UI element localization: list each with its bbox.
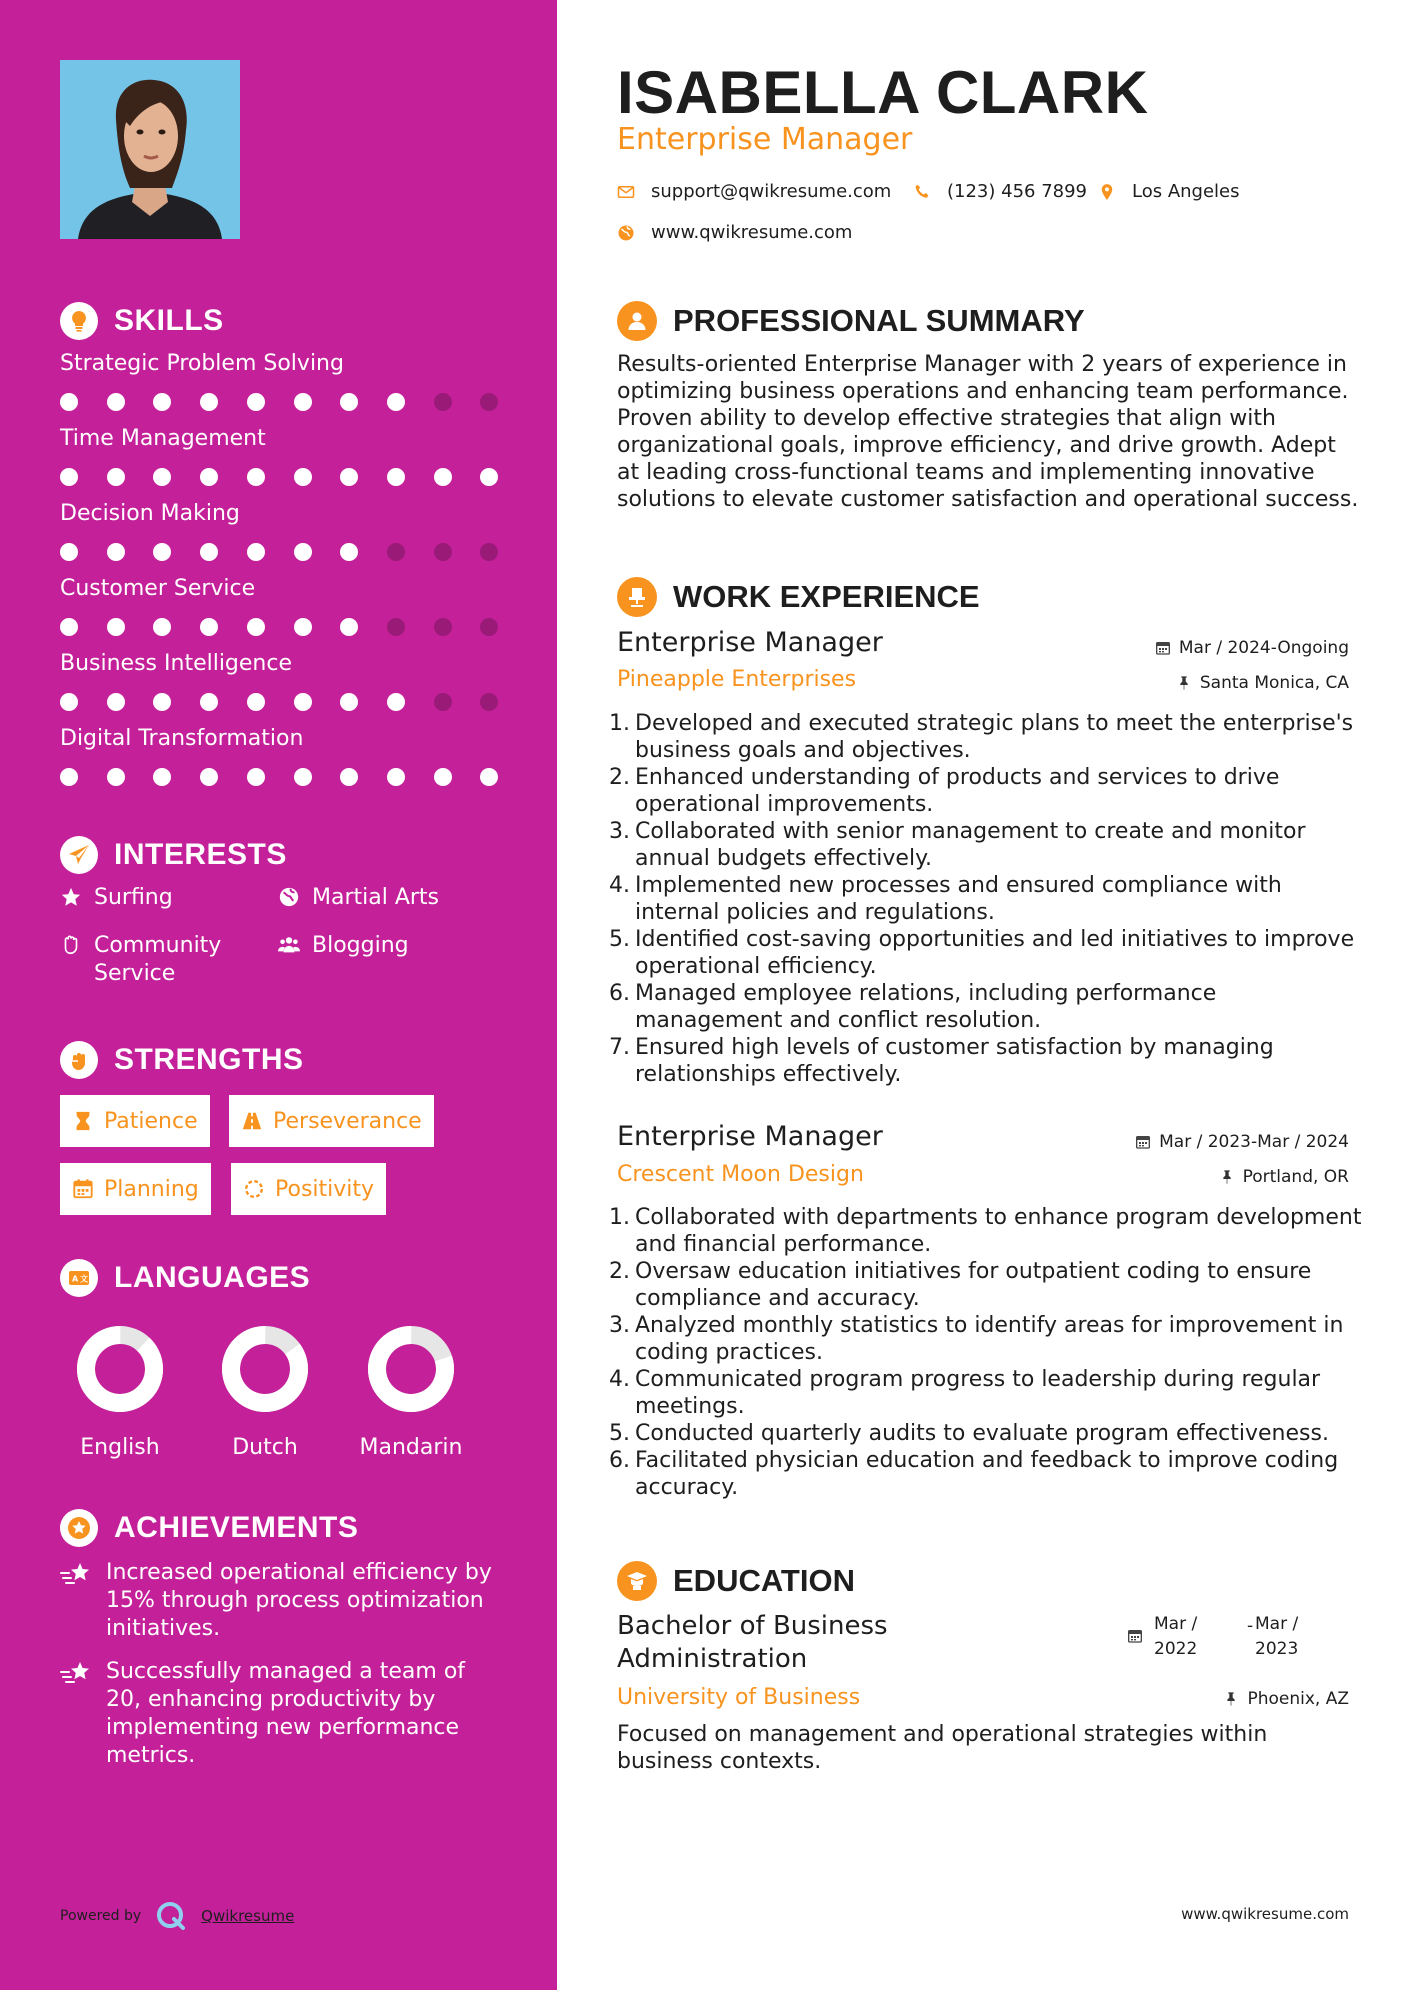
map-pin-icon [1098,183,1116,201]
language-name: English [80,1435,160,1460]
globe-icon [617,224,635,242]
skill-label: Time Management [60,426,266,451]
language-item [200,1325,330,1460]
strength-tag [60,1095,210,1147]
skill-dot-filled [247,543,265,561]
skill-dot-filled [107,543,125,561]
contact-location [1098,181,1240,202]
skill-dot-filled [434,468,452,486]
responsibility-item: Collaborated with departments to enhance program development and financial performance. [635,1205,1362,1257]
skill-dot-filled [387,693,405,711]
strength-tag [231,1163,386,1215]
skill-dot-filled [387,768,405,786]
job-responsibilities [617,710,1362,1088]
education-end-year: 2023 [1255,1639,1299,1659]
strength-label: Planning [104,1176,199,1202]
education-location-text: Phoenix, AZ [1247,1689,1349,1709]
interest-item [60,932,260,988]
skill-dot-filled [107,393,125,411]
skill-dot-filled [247,618,265,636]
skill-label: Strategic Problem Solving [60,351,344,376]
skill-dot-filled [200,393,218,411]
calendar-icon [72,1178,94,1200]
hand-icon [60,934,82,956]
skill-dot-filled [60,468,78,486]
skill-dot-filled [294,393,312,411]
responsibility-item: Conducted quarterly audits to evaluate program effectiveness. [635,1421,1329,1446]
skill-rating [60,468,500,488]
skill-dot-filled [200,693,218,711]
achievement-text: Increased operational efficiency by 15% through process optimization initiatives. [106,1560,492,1641]
powered-by-text: Powered by [60,1908,142,1924]
languages-title: LANGUAGES [114,1261,311,1294]
skill-rating [60,693,500,713]
skill-dot-filled [294,468,312,486]
skill-dot-filled [200,618,218,636]
skill-dot-filled [340,393,358,411]
skill-dot-filled [153,393,171,411]
skill-dot-filled [60,618,78,636]
skill-label: Business Intelligence [60,651,293,676]
education-date-separator: - [1247,1616,1254,1636]
star-badge-icon [60,1509,98,1547]
skill-dot-filled [340,618,358,636]
education-school: University of Business [617,1685,861,1710]
summary-title: PROFESSIONAL SUMMARY [673,303,1085,338]
calendar-icon [1155,640,1171,656]
interest-item [60,884,173,912]
interest-item [278,932,409,960]
responsibility-item: Implemented new processes and ensured compliance with internal policies and regulations. [635,873,1282,925]
experience-title: WORK EXPERIENCE [673,579,980,614]
briefcase-chair-icon [617,577,657,617]
education-description: Focused on management and operational strategies within business contexts. [617,1722,1268,1774]
education-degree: Bachelor of Business Administration [617,1611,888,1674]
skill-dot-empty [434,693,452,711]
job-responsibilities [617,1204,1362,1501]
strength-label: Perseverance [273,1108,422,1134]
skill-dot-filled [480,468,498,486]
responsibility-item: Communicated program progress to leadership during regular meetings. [635,1367,1321,1419]
responsibility-item: Enhanced understanding of products and services to drive operational improvements. [635,765,1280,817]
job-location-text: Santa Monica, CA [1199,673,1349,693]
skill-dot-filled [60,693,78,711]
skill-dot-filled [294,768,312,786]
skill-dot-filled [107,618,125,636]
shooting-star-icon [60,1561,92,1589]
person-portrait-icon [60,60,240,239]
skill-dot-filled [294,618,312,636]
education-end-month: Mar / [1255,1614,1299,1634]
skill-dot-empty [387,543,405,561]
star-icon [60,886,82,908]
qwikresume-link[interactable]: Qwikresume [201,1907,295,1925]
profile-photo [60,60,240,239]
skill-dot-filled [200,468,218,486]
education-end-date [1255,1612,1298,1662]
skill-dot-empty [480,393,498,411]
job-company: Pineapple Enterprises [617,667,857,692]
job-title: Enterprise Manager [617,627,883,658]
language-donut [367,1325,455,1413]
skill-dot-filled [340,468,358,486]
skill-dot-filled [247,393,265,411]
responsibility-item: Ensured high levels of customer satisfaction by managing relationships effectively. [635,1035,1274,1087]
pushpin-icon [1219,1169,1235,1185]
job-title: Enterprise Manager [617,1121,883,1152]
language-item [346,1325,476,1460]
responsibility-item: Oversaw education initiatives for outpatient coding to ensure compliance and accuracy. [635,1259,1312,1311]
responsibility-item: Developed and executed strategic plans to meet the enterprise's business goals and objectives. [635,711,1354,763]
phone-icon [913,183,931,201]
footer-url[interactable]: www.qwikresume.com [1181,1905,1349,1923]
education-title: EDUCATION [673,1563,855,1598]
graduation-icon [617,1561,657,1601]
skill-dot-filled [107,693,125,711]
achievement-text: Successfully managed a team of 20, enhancing productivity by implementing new performance metrics. [106,1659,466,1768]
website-text: www.qwikresume.com [651,222,853,243]
strengths-title: STRENGTHS [114,1043,304,1076]
contact-website[interactable] [617,222,852,243]
skill-dot-filled [200,768,218,786]
education-start-year: 2022 [1154,1639,1198,1659]
skills-title: SKILLS [114,304,224,337]
globe-icon [278,886,300,908]
skill-dot-empty [434,618,452,636]
language-name: Dutch [232,1435,298,1460]
skill-dot-filled [247,468,265,486]
skill-rating [60,543,500,563]
job-location [1219,1167,1349,1187]
languages-heading [60,1259,310,1297]
achievements-title: ACHIEVEMENTS [114,1511,359,1544]
education-start-month: Mar / [1154,1614,1198,1634]
pushpin-icon [1223,1691,1239,1707]
interest-label: Martial Arts [312,885,440,910]
achievement-item [60,1658,500,1770]
achievement-item [60,1559,500,1643]
summary-text: Results-oriented Enterprise Manager with 2 years of experience in optimizing business operations and enhancing team performance. Proven ability to develop effective strategies that align with organizational goals, improve efficiency, and drive growth. Adept at leading cross-functional teams and implementing innovative solutions to elevate customer satisfaction and operational success. [617,352,1359,512]
skill-dot-filled [247,768,265,786]
skill-label: Decision Making [60,501,240,526]
skill-dot-filled [434,768,452,786]
candidate-name: ISABELLA CLARK [617,59,1149,126]
education-start-date [1154,1612,1197,1662]
strengths-heading [60,1041,304,1079]
phone-text: (123) 456 7899 [947,181,1088,202]
envelope-icon [617,183,635,201]
pushpin-icon [1176,675,1192,691]
skill-dot-filled [153,543,171,561]
candidate-role: Enterprise Manager [617,122,913,157]
skill-dot-empty [434,543,452,561]
skill-dot-filled [387,468,405,486]
language-icon [60,1259,98,1297]
skill-dot-filled [60,543,78,561]
language-name: Mandarin [359,1435,463,1460]
skill-dot-filled [387,393,405,411]
job-company: Crescent Moon Design [617,1162,864,1187]
calendar-icon [1127,1628,1143,1644]
strength-tag [229,1095,434,1147]
skills-heading [60,302,224,340]
location-text: Los Angeles [1132,181,1240,202]
job-date-text: Mar / 2023-Mar / 2024 [1159,1132,1349,1152]
skill-dot-filled [247,693,265,711]
skill-dot-empty [387,618,405,636]
skill-dot-filled [107,768,125,786]
strength-label: Positivity [275,1176,375,1202]
skill-dot-filled [107,468,125,486]
skill-dot-empty [434,393,452,411]
language-item [55,1325,185,1460]
responsibility-item: Collaborated with senior management to create and monitor annual budgets effectively. [635,819,1306,871]
interests-heading [60,836,287,874]
hourglass-icon [72,1110,94,1132]
paper-plane-icon [60,836,98,874]
user-icon [617,301,657,341]
users-icon [278,934,300,956]
strength-label: Patience [104,1108,198,1134]
calendar-icon [1135,1134,1151,1150]
responsibility-item: Managed employee relations, including performance management and conflict resolution. [635,981,1217,1033]
skill-dot-empty [480,543,498,561]
job-date [1155,638,1349,658]
interest-label: Community Service [94,933,222,986]
strength-tag [60,1163,211,1215]
shooting-star-icon [60,1660,92,1688]
contact-email[interactable] [617,181,891,202]
job-location-text: Portland, OR [1242,1167,1349,1187]
qwikresume-logo-icon [155,1900,187,1932]
circle-notch-icon [243,1178,265,1200]
skill-dot-filled [200,543,218,561]
road-icon [241,1110,263,1132]
experience-heading [617,577,980,617]
skill-dot-filled [340,768,358,786]
skill-dot-filled [60,393,78,411]
skill-dot-filled [153,693,171,711]
responsibility-item: Facilitated physician education and feedback to improve coding accuracy. [635,1448,1339,1500]
svg-text:文: 文 [80,1274,89,1284]
interest-label: Blogging [312,933,409,958]
job-location [1176,673,1349,693]
language-donut [221,1325,309,1413]
skill-dot-filled [153,468,171,486]
contact-phone[interactable] [913,181,1087,202]
email-text: support@qwikresume.com [651,181,892,202]
skill-dot-filled [340,693,358,711]
summary-heading [617,301,1085,341]
job-date-text: Mar / 2024-Ongoing [1178,638,1349,658]
skill-dot-filled [294,543,312,561]
skill-dot-filled [60,768,78,786]
education-heading [617,1561,855,1601]
skill-rating [60,393,500,413]
interest-item [278,884,439,912]
responsibility-item: Analyzed monthly statistics to identify areas for improvement in coding practices. [635,1313,1344,1365]
skill-dot-filled [340,543,358,561]
skill-label: Customer Service [60,576,256,601]
powered-by [60,1900,294,1932]
skill-dot-filled [153,618,171,636]
skill-dot-empty [480,693,498,711]
fist-icon [60,1041,98,1079]
achievements-heading [60,1509,358,1547]
interests-title: INTERESTS [114,838,287,871]
skill-label: Digital Transformation [60,726,304,751]
svg-text:A: A [72,1274,79,1284]
skill-dot-filled [153,768,171,786]
skill-dot-filled [294,693,312,711]
skill-rating [60,618,500,638]
skill-dot-filled [480,768,498,786]
responsibility-item: Identified cost-saving opportunities and led initiatives to improve operational efficiency. [635,927,1355,979]
skill-rating [60,768,500,788]
skill-dot-empty [480,618,498,636]
sidebar [0,0,557,1990]
lightbulb-icon [60,302,98,340]
education-location [1223,1689,1349,1709]
job-date [1135,1132,1349,1152]
language-donut [76,1325,164,1413]
interest-label: Surfing [94,885,173,910]
